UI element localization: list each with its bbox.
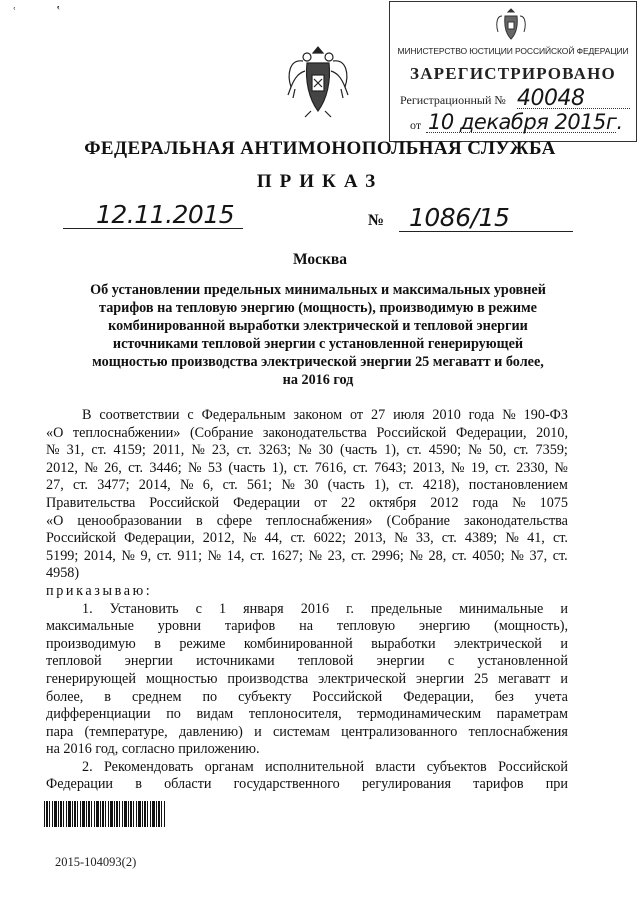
body-line: «О теплоснабжении» (Собрание законодательства Российской Федерации, 2010, bbox=[46, 424, 568, 441]
order-number-field bbox=[368, 203, 573, 235]
order-directive: приказываю: bbox=[46, 582, 153, 599]
body-line: № 31, ст. 4159; 2011, № 23, ст. 3263; № 30 (часть 1), ст. 4590; № 50, ст. 7359; bbox=[46, 442, 568, 459]
city: Москва bbox=[292, 251, 348, 268]
body-line: пара (температуре, давлению) и системам централизованного теплоснабжения bbox=[46, 723, 568, 740]
order-number: 1086/15 bbox=[409, 203, 510, 232]
body-line: 5199; 2014, № 9, ст. 911; № 14, ст. 1627; № 23, ст. 2996; № 28, ст. 4050; № 37, ст. bbox=[46, 547, 568, 564]
barcode-icon bbox=[44, 801, 166, 827]
registration-stamp bbox=[389, 1, 637, 142]
order-subject bbox=[40, 281, 596, 389]
body-line: Правительства Российской Федерации от 22 октября 2012 года № 1075 bbox=[46, 494, 568, 511]
stamp-ministry: МИНИСТЕРСТВО ЮСТИЦИИ РОССИЙСКОЙ ФЕДЕРАЦИИ bbox=[397, 46, 629, 56]
stamp-registration-line bbox=[400, 86, 585, 111]
registration-date-rule bbox=[426, 132, 616, 133]
scan-mark: ʽ bbox=[56, 4, 61, 19]
body-line: 2. Рекомендовать органам исполнительной власти субъектов Российской bbox=[82, 758, 568, 775]
body-line: 27, ст. 3477; 2014, № 6, ст. 561; № 30 (часть 1), ст. 4218), постановлением bbox=[46, 477, 568, 494]
subject-line: мощностью производства электрической энергии 25 мегаватт и более, bbox=[92, 354, 544, 370]
stamp-registration-label: Регистрационный № bbox=[400, 93, 506, 107]
order-number-label: № bbox=[368, 212, 385, 229]
subject-line: комбинированной выработки электрической и тепловой энергии bbox=[108, 318, 528, 334]
body-line: Российской Федерации, 2012, № 44, ст. 6022; 2013, № 33, ст. 4389; № 41, ст. bbox=[46, 530, 568, 547]
body-line: более, в среднем по субъекту Российской Федерации, без учета bbox=[46, 688, 568, 705]
subject-line: Об установлении предельных минимальных и максимальных уровней bbox=[90, 282, 546, 298]
body-line: 2012, № 26, ст. 3446; № 53 (часть 1), ст. 7616, ст. 7643; 2013, № 19, ст. 2330, № bbox=[46, 459, 568, 476]
body-line bbox=[46, 583, 568, 601]
body-line: «О ценообразовании в сфере теплоснабжения» (Собрание законодательства bbox=[46, 512, 568, 529]
order-body bbox=[46, 407, 568, 794]
scan-mark: ʿ bbox=[12, 6, 17, 21]
stamp-date-label: от bbox=[410, 118, 422, 132]
order-date-field bbox=[63, 200, 243, 232]
body-line: тепловой энергии источниками тепловой энергии с установленной bbox=[46, 653, 568, 670]
subject-line: на 2016 год bbox=[282, 372, 354, 388]
body-line: на 2016 год, согласно приложению. bbox=[46, 741, 260, 758]
order-number-rule bbox=[399, 231, 573, 232]
order-title: ПРИКАЗ bbox=[256, 171, 384, 192]
agency-title: ФЕДЕРАЛЬНАЯ АНТИМОНОПОЛЬНАЯ СЛУЖБА bbox=[84, 138, 556, 159]
registration-number: 40048 bbox=[517, 86, 585, 111]
body-line: 4958) bbox=[46, 565, 80, 582]
registration-number-rule bbox=[517, 108, 630, 109]
body-line: 1. Установить с 1 января 2016 г. предельные минимальные и bbox=[82, 600, 568, 617]
eagle-emblem-icon bbox=[494, 6, 528, 42]
body-line: дифференциации по видам теплоносителя, термодинамическим параметрам bbox=[46, 706, 568, 723]
body-line: Федерации в области государственного регулирования тарифов при bbox=[46, 776, 568, 793]
subject-line: тарифов на тепловую энергию (мощность), производимую в режиме bbox=[99, 300, 537, 316]
body-line: генерирующей мощностью производства электрической энергии 25 мегаватт и bbox=[46, 670, 568, 687]
document-code: 2015-104093(2) bbox=[55, 855, 137, 869]
order-date: 12.11.2015 bbox=[96, 200, 235, 229]
stamp-registered: ЗАРЕГИСТРИРОВАНО bbox=[410, 64, 616, 83]
registration-date: 10 декабря 2015г. bbox=[428, 110, 623, 134]
eagle-emblem-icon bbox=[283, 41, 353, 121]
body-line: производимую в режиме комбинированной выработки электрической и bbox=[46, 635, 568, 652]
order-date-rule bbox=[63, 228, 243, 229]
stamp-date-line bbox=[410, 110, 623, 134]
subject-line: источниками тепловой энергии с установленной генерирующей bbox=[112, 336, 524, 352]
body-line: В соответствии с Федеральным законом от 27 июля 2010 года № 190-ФЗ bbox=[82, 407, 568, 423]
body-line: максимальные уровни тарифов на тепловую энергию (мощность), bbox=[46, 618, 568, 635]
